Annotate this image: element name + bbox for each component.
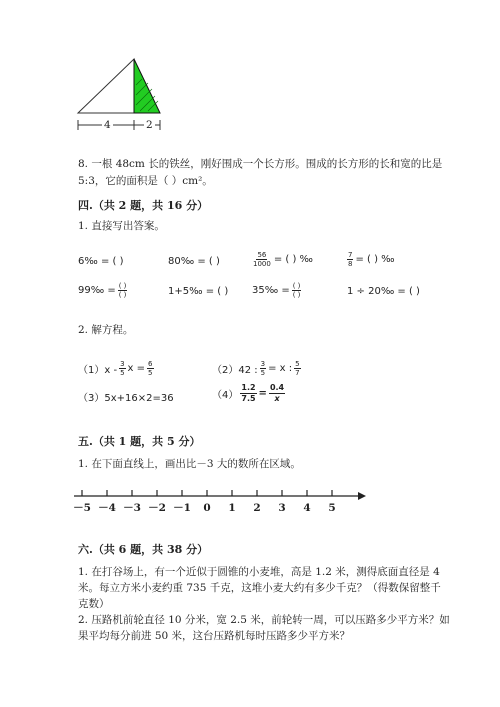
s6-p1-line1: 1. 在打谷场上，有一个近似于圆锥的小麦堆，高是 1.2 米，测得底面直径是 4	[78, 566, 440, 578]
equation-3: （3）5x+16×2=36	[78, 393, 174, 404]
fraction: $\frac{( )}{( )}$	[118, 282, 127, 299]
q8-line1: 8. 一根 48cm 长的铁丝，刚好围成一个长方形。围成的长方形的长和宽的比是	[78, 158, 443, 170]
number-line-label: 4	[303, 502, 311, 514]
calc-r2-b: 1+5‰ = ( )	[168, 286, 229, 297]
number-line-label: 1	[228, 502, 236, 514]
calc-r1-d: $\frac{7}{8}$ = ( ) ‰	[348, 251, 395, 268]
fraction: $\frac{1.2}{7.5}$	[241, 383, 256, 403]
number-line-label: 5	[328, 502, 336, 514]
number-line-label: －4	[98, 502, 116, 514]
section4-title: 四.（共 2 题，共 16 分）	[78, 199, 209, 212]
q8-line2: 5:3，它的面积是（ ）cm²。	[78, 175, 213, 187]
fraction: $\frac{6}{5}$	[148, 360, 153, 377]
section6-title: 六.（共 6 题，共 38 分）	[78, 543, 209, 556]
shaded-triangle	[134, 59, 160, 113]
calc-r2-a: 99‰ = $\frac{( )}{( )}$	[78, 282, 127, 299]
s6-p2-line1: 2. 压路机前轮直径 10 分米，宽 2.5 米，前轮转一周，可以压路多少平方米？如	[78, 614, 450, 626]
dim-left-label: 4	[104, 119, 111, 131]
fraction: $\frac{0.4}{x}$	[269, 383, 285, 403]
number-line-label: 0	[203, 502, 211, 514]
number-line-label: 3	[278, 502, 286, 514]
s5-q1: 1. 在下面直线上，画出比－3 大的数所在区域。	[78, 458, 301, 470]
section5-title: 五.（共 1 题，共 5 分）	[78, 435, 201, 448]
number-line-label: －2	[148, 502, 166, 514]
s6-p1-line3: 克数）	[78, 598, 110, 610]
equation-2: （2）42 : $\frac{3}{5}$ = x : $\frac{5}{7}$	[212, 360, 300, 377]
calc-r1-c: $\frac{56}{1000}$ = ( ) ‰	[253, 251, 313, 268]
fraction: $\frac{3}{5}$	[120, 360, 125, 377]
fraction: $\frac{( )}{( )}$	[292, 282, 301, 299]
s4-q2-title: 2. 解方程。	[78, 324, 134, 336]
calc-r1-a: 6‰ = ( )	[78, 256, 124, 267]
number-line-label: －1	[173, 502, 191, 514]
dim-right-label: 2	[146, 119, 153, 131]
triangle-outline	[78, 59, 134, 113]
calc-r2-c: 35‰ = $\frac{( )}{( )}$	[252, 282, 301, 299]
fraction: $\frac{5}{7}$	[295, 360, 300, 377]
number-line-label: －5	[73, 502, 91, 514]
arrow-head	[358, 492, 366, 500]
triangle-figure	[70, 55, 180, 135]
equation-1: （1）x - $\frac{3}{5}$ x = $\frac{6}{5}$	[78, 360, 153, 377]
s6-p2-line2: 果平均每分前进 50 米，这台压路机每时压路多少平方米？	[78, 630, 351, 642]
calc-r2-d: 1 ÷ 20‰ = ( )	[347, 286, 420, 297]
s4-q1-title: 1. 直接写出答案。	[78, 220, 165, 232]
fraction: $\frac{7}{8}$	[348, 251, 353, 268]
calc-r1-b: 80‰ = ( )	[168, 256, 220, 267]
fraction: $\frac{3}{5}$	[260, 360, 266, 377]
equation-4: （4） $\frac{1.2}{7.5}$ = $\frac{0.4}{x}$	[212, 383, 285, 403]
number-line-label: －3	[123, 502, 141, 514]
s6-p1-line2: 米。每立方米小麦约重 735 千克，这堆小麦大约有多少千克？（得数保留整千	[78, 582, 441, 594]
fraction: $\frac{56}{1000}$	[253, 251, 271, 268]
number-line-label: 2	[253, 502, 261, 514]
